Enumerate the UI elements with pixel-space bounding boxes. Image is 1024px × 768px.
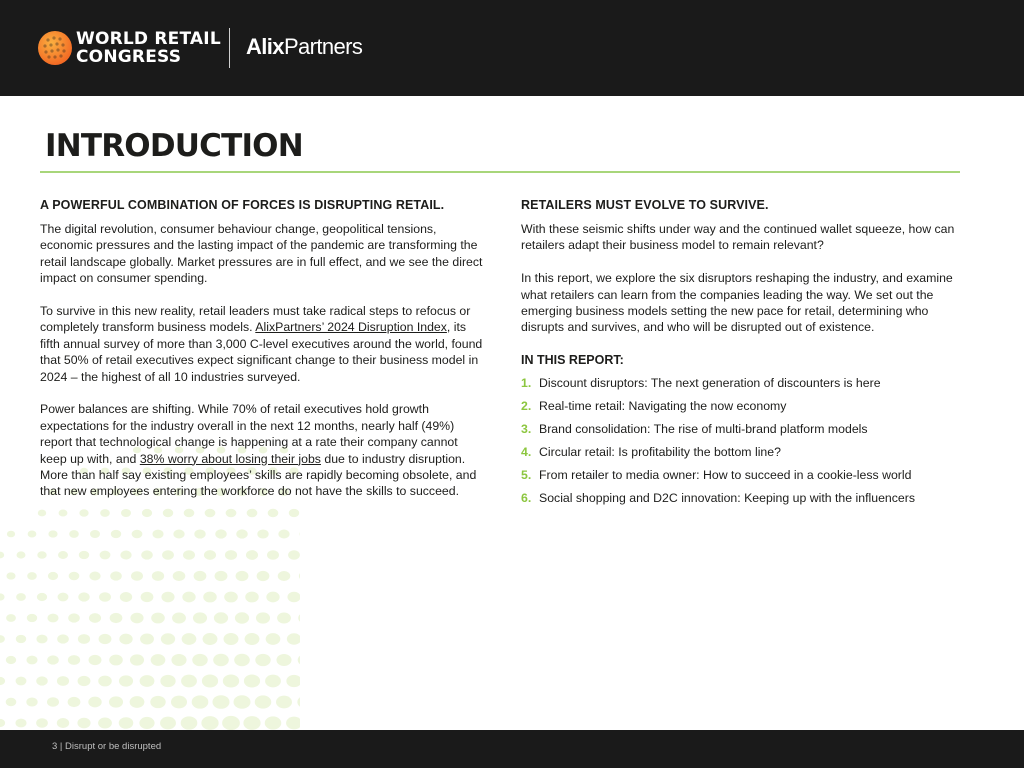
report-item-text: Social shopping and D2C innovation: Keeping up with the influencers [539,491,915,506]
decorative-dot [214,612,228,623]
decorative-dot [130,696,145,708]
decorative-dot [15,719,26,728]
decorative-dot [36,676,48,685]
decorative-dot [16,593,26,601]
decorative-dot [90,530,100,538]
report-item [521,375,961,391]
decorative-dot [299,571,300,581]
decorative-dot [224,592,238,603]
decorative-dot [37,551,46,559]
decorative-dot [68,613,80,622]
decorative-dot [141,592,154,602]
left-p2-text-before: To survive in this new reality, retail leaders must take radical steps to refocus or completely transform business models. [40,304,471,335]
decorative-dot [69,572,80,581]
decorative-dot [109,655,123,666]
decorative-dot [266,633,281,645]
decorative-dot [267,550,279,560]
decorative-dot [173,571,186,581]
decorative-dot [36,635,47,644]
decorative-dot [132,530,143,539]
decorative-dot [130,654,144,665]
left-p3-text-before: Power balances are shifting. While 70% of retail executives hold growth expectations for the industry overall in the next 12 months, nearly half (49%) report that technological change is happening at a rate their company cannot keep up with, and [40,402,458,466]
decorative-dot [89,613,101,623]
decorative-dot [58,551,68,559]
report-item-text: Discount disruptors: The next generation of discounters is here [539,376,881,391]
decorative-dot [68,655,80,665]
decorative-dot [266,592,279,603]
decorative-dot [202,675,218,688]
decorative-dot [77,718,90,729]
decorative-dot [298,613,300,624]
decorative-dot [160,717,176,730]
page-title: INTRODUCTION [45,128,303,164]
report-item-number: 1. [521,376,532,391]
decorative-dot [277,612,291,623]
decorative-dot [27,572,37,580]
decorative-dot [286,675,300,687]
report-item-number: 2. [521,399,532,414]
decorative-dot [243,716,260,730]
decorative-dot [48,530,57,537]
decorative-dot [152,571,164,581]
decorative-dot [139,717,154,729]
decorative-dot [236,529,247,538]
report-item-text: Real-time retail: Navigating the now economy [539,399,787,414]
decorative-dot [37,593,47,601]
decorative-dot [6,614,16,622]
decorative-dot [161,633,175,644]
globe-logo-icon [37,30,73,66]
decorative-dot [152,530,163,539]
decorative-dot [224,633,239,645]
decorative-dot [245,633,260,645]
page-header [0,0,1024,96]
header-divider [229,28,230,68]
right-paragraph-1: With these seismic shifts under way and the continued wallet squeeze, how can retailers adapt their business model to remain relevant? [521,222,955,253]
decorative-dot [99,634,112,644]
decorative-dot [141,550,153,559]
decorative-dot [47,697,59,707]
decorative-dot [26,697,37,706]
decorative-dot [0,635,5,643]
decorative-dot [130,613,143,624]
decorative-dot [151,654,166,666]
decorative-dot [162,550,174,559]
decorative-dot [0,552,4,559]
logo-line-2: CONGRESS [76,47,182,67]
right-column [521,197,961,513]
decorative-dot [182,592,195,603]
decorative-dot [276,696,292,709]
logo-line-1: WORLD RETAIL [76,29,221,49]
left-paragraph-1: The digital revolution, consumer behaviour change, geopolitical tensions, economic pressures and the lasting impact of the pandemic are transforming the retail landscape globally. Market pressures are in full effect, and we see the direct impact on consumer spending. [40,222,483,286]
disruption-index-link[interactable]: AlixPartners’ 2024 Disruption Index [255,320,447,335]
decorative-dot [119,717,134,729]
decorative-dot [265,716,282,729]
decorative-dot [246,550,258,560]
decorative-dot [203,592,217,603]
decorative-dot [298,654,300,666]
world-retail-congress-logo [76,30,221,66]
decorative-dot [297,696,300,708]
report-item-number: 4. [521,445,532,460]
decorative-dot [215,529,226,538]
decorative-dot [120,551,131,560]
report-item [521,444,961,460]
decorative-dot [119,675,133,686]
decorative-dot [47,614,58,623]
decorative-dot [69,530,79,538]
right-heading: RETAILERS MUST EVOLVE TO SURVIVE. [521,198,769,212]
decorative-dot [161,592,174,602]
report-item [521,467,961,483]
decorative-dot [151,613,165,624]
decorative-dot [181,675,197,688]
decorative-dot [110,613,123,623]
decorative-dot [172,612,186,623]
report-item [521,421,961,437]
in-this-report-heading: IN THIS REPORT: [521,353,624,368]
decorative-dot [278,530,289,539]
decorative-dot [160,675,175,687]
alixpartners-logo [246,34,362,60]
decorative-dot [182,633,197,645]
decorative-dot [244,675,260,688]
decorative-dot [234,695,251,709]
decorative-dot [255,695,272,708]
decorative-dot [79,551,89,559]
decorative-dot [193,612,207,623]
decorative-dot [120,592,132,602]
decorative-dot [36,718,48,727]
decorative-dot [6,698,17,707]
decorative-dot [288,550,300,559]
decorative-dot [140,633,154,644]
decorative-dot [299,530,300,539]
left-column [40,197,485,516]
left-paragraph-3 [40,401,485,499]
decorative-dot [222,716,240,730]
report-item-text: From retailer to media owner: How to succeed in a cookie-less world [539,468,912,483]
decorative-dot [225,550,237,560]
decorative-dot [276,654,291,666]
decorative-dot [183,550,195,560]
decorative-dot [111,530,121,538]
decorative-dot [235,612,249,623]
page-footer [0,730,1024,768]
decorative-dot [7,531,15,538]
decorative-dot [0,677,5,685]
decorative-dot [265,675,281,688]
right-paragraph-2: In this report, we explore the six disruptors reshaping the industry, and examine what retailers can learn from the companies leading the way. We set out the emerging business models setting the new pace for retail, determining who disrupts and survives, and who will be disrupted out of existence. [521,271,953,335]
decorative-dot [98,676,112,687]
decorative-dot [223,674,239,687]
decorative-dot [27,614,37,622]
decorative-dot [257,571,270,581]
decorative-dot [171,696,187,709]
decorative-dot [192,695,209,708]
report-item-number: 3. [521,422,532,437]
decorative-dot [47,655,59,664]
decorative-dot [99,592,111,602]
decorative-dot [236,571,249,581]
decorative-dot [212,695,229,709]
decorative-dot [78,592,89,601]
decorative-dot [203,633,218,645]
decorative-dot [57,718,69,728]
decorative-dot [181,716,198,729]
report-list [521,375,961,506]
decorative-dot [257,529,268,538]
decorative-dot [98,717,112,728]
decorative-dot [0,719,5,727]
decorative-dot [194,529,205,538]
report-item [521,490,961,506]
decorative-dot [287,633,300,644]
decorative-dot [204,550,216,560]
title-divider [40,171,960,173]
decorative-dot [213,654,229,667]
decorative-dot [89,655,102,665]
decorative-dot [140,675,155,687]
decorative-dot [88,697,101,708]
alix-wordmark-rest: Partners [283,34,363,59]
left-paragraph-2 [40,303,485,385]
decorative-dot [119,634,132,645]
decorative-dot [100,551,111,560]
decorative-dot [256,612,270,623]
decorative-dot [278,571,291,581]
footer-page-label: 3 | Disrupt or be disrupted [52,741,162,752]
report-item-text: Brand consolidation: The rise of multi-brand platform models [539,422,868,437]
decorative-dot [171,654,186,666]
decorative-dot [6,656,16,664]
left-p3-text-after: due to industry disruption. More than half say existing employees’ skills are rapidly becoming obsolete, and that new employees entering the workforce do not have the skills to succeed. [40,451,477,499]
report-item-text: Circular retail: Is profitability the bottom line? [539,445,781,460]
decorative-dot [215,571,228,581]
decorative-dot [58,593,69,602]
decorative-dot [57,676,69,686]
left-heading: A POWERFUL COMBINATION OF FORCES IS DISRUPTING RETAIL. [40,198,445,212]
alix-wordmark-bold: Alix [246,34,284,59]
report-item-number: 6. [521,491,532,506]
decorative-dot [0,593,5,600]
decorative-dot [194,571,207,581]
decorative-dot [110,571,122,580]
decorative-dot [173,530,184,539]
decorative-dot [78,676,91,686]
decorative-dot [68,697,81,707]
decorative-dot [234,654,250,667]
jobs-worry-link[interactable]: 38% worry about losing their jobs [139,451,321,466]
decorative-dot [255,654,270,666]
decorative-dot [28,531,37,538]
decorative-dot [57,634,69,643]
decorative-dot [286,717,300,730]
decorative-dot [150,696,165,708]
decorative-dot [109,696,123,707]
decorative-dot [16,635,26,643]
decorative-dot [201,716,218,730]
decorative-dot [6,572,15,579]
decorative-dot [131,571,143,581]
decorative-dot [16,677,27,686]
decorative-dot [245,592,259,603]
decorative-dot [287,592,300,602]
decorative-dot [17,551,26,558]
report-item-number: 5. [521,468,532,483]
left-p2-text-after: , its fifth annual survey of more than 3,000 C-level executives around the world, found that 50% of retail executives expect significant change to their business model in 2024 – the highest of all 10 industries surveyed. [40,320,483,384]
decorative-dot [192,654,207,666]
decorative-dot [78,634,90,644]
decorative-dot [27,656,38,665]
report-item [521,398,961,414]
decorative-dot [89,572,100,581]
decorative-dot [48,572,58,580]
